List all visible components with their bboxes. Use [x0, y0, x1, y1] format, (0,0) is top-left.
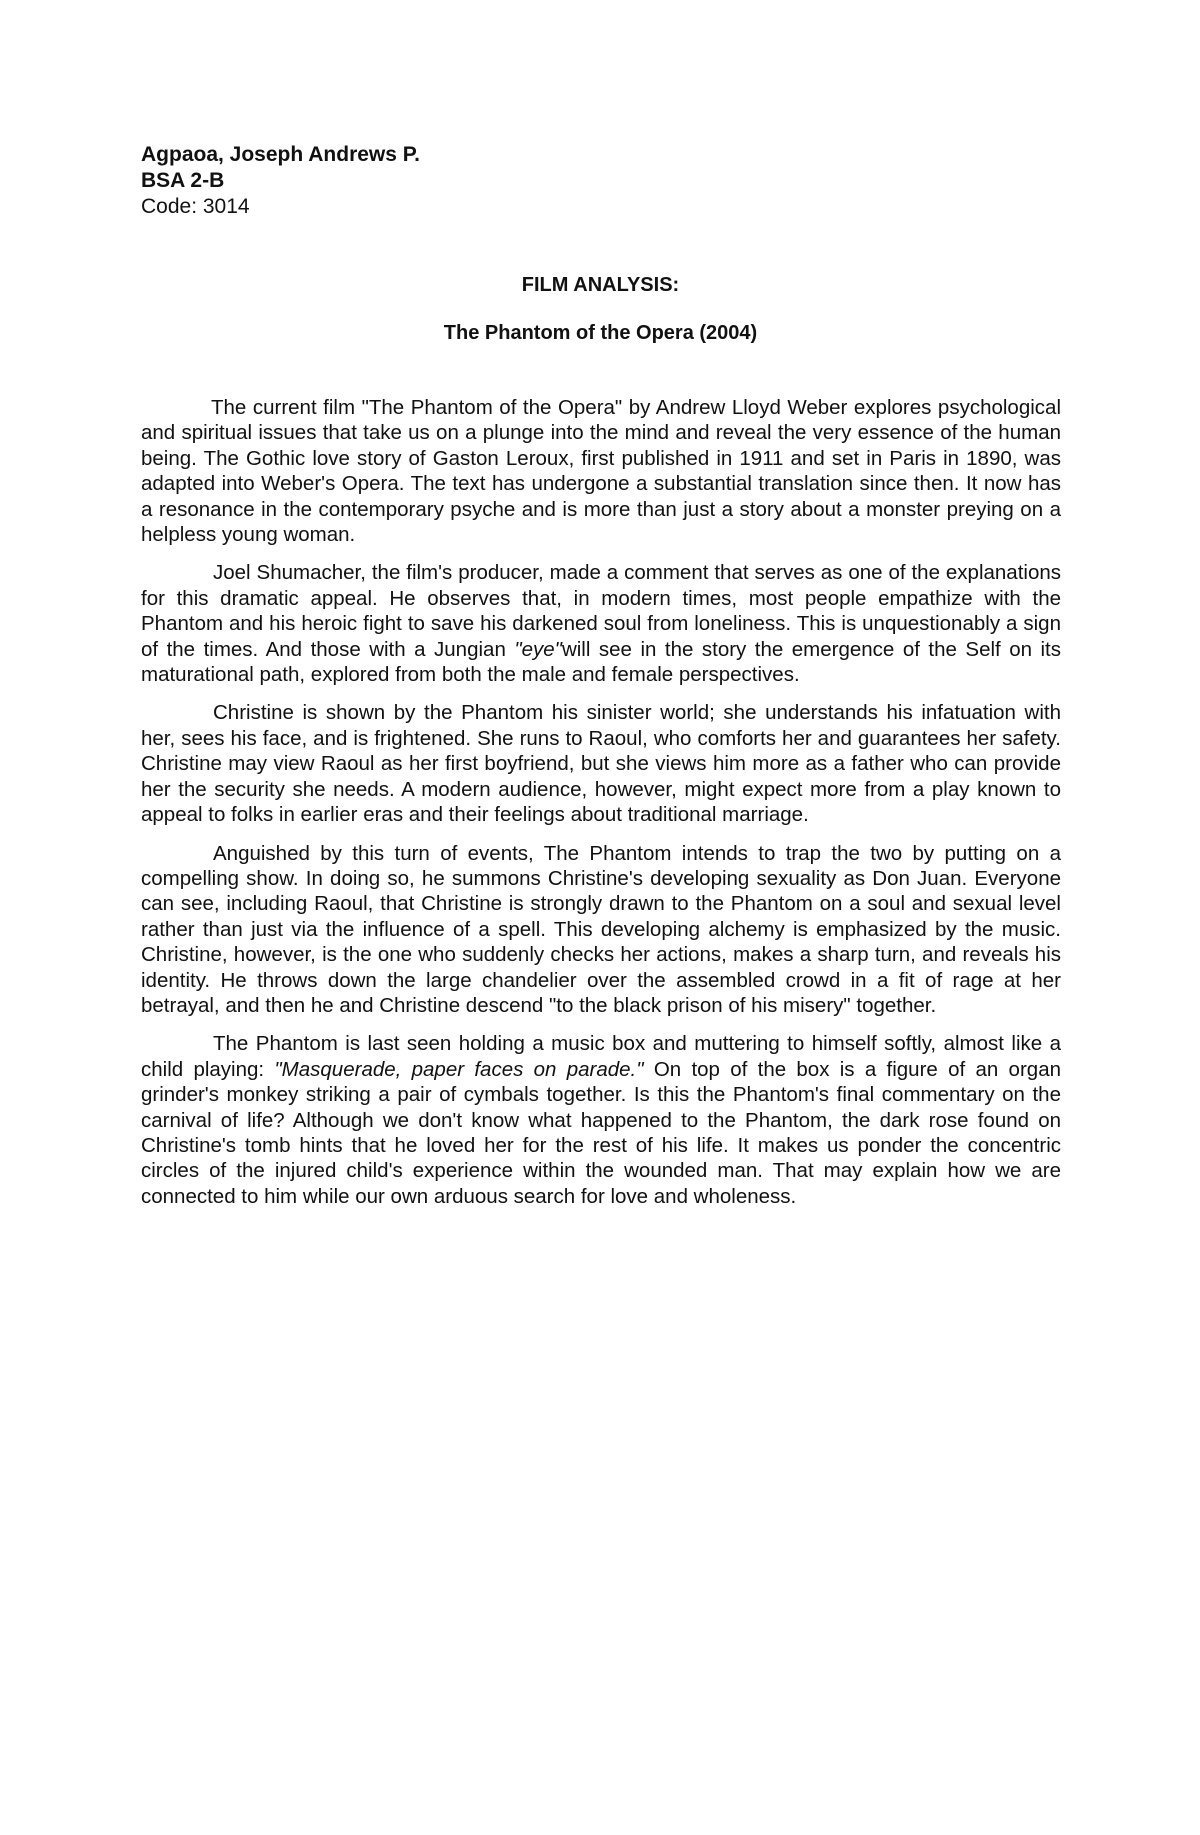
document-body: [141, 395, 1061, 1222]
paragraph-3: Christine is shown by the Phantom his sinister world; she understands his infatuation with her, sees his face, and is frightened. She runs to Raoul, who comforts her and guarantees her safety. Christine may view Raoul as her first boyfriend, but she views him more as a father who can provide her the security she needs. A modern audience, however, might expect more from a play known to appeal to folks in earlier eras and their feelings about traditional marriage.: [141, 701, 1061, 827]
document-subtitle: The Phantom of the Opera (2004): [443, 322, 758, 344]
author-section: BSA 2-B: [141, 169, 225, 192]
paragraph-4: Anguished by this turn of events, The Phantom intends to trap the two by putting on a compelling show. In doing so, he summons Christine's developing sexuality as Don Juan. Everyone can see, including Raoul, that Christine is strongly drawn to the Phantom on a soul and sexual level rather than just via the influence of a spell. This developing alchemy is emphasized by the music. Christine, however, is the one who suddenly checks her actions, makes a sharp turn, and reveals his identity. He throws down the large chandelier over the assembled crowd in a fit of rage at her betrayal, and then he and Christine descend "to the black prison of his misery" together.: [141, 841, 1061, 1017]
paragraph-5-text-b: On top of the box is a figure of an organ grinder's monkey striking a pair of cymbals together. Is this the Phantom's final commentary on the carnival of life? Although we don't know what happened to the Phantom, the dark rose found on Christine's tomb hints that he loved her for the rest of his life. It makes us ponder the concentric circles of the injured child's experience within the wounded man. That may explain how we are connected to him while our own arduous search for love and wholeness.: [141, 1057, 1061, 1208]
paragraph-2-text-a: Joel Shumacher, the film's producer, made a comment that serves as one of the explanations for this dramatic appeal. He observes that, in modern times, most people empathize with the Phantom and his heroic fight to save his darkened soul from loneliness. This is unquestionably a sign of the times. And those with a Jungian: [141, 561, 1061, 661]
paragraph-2-text-b: will see in the story the emergence of the Self on its maturational path, explored from both the male and female perspectives.: [141, 637, 1062, 687]
paragraph-2-emphasis: "eye": [514, 637, 562, 661]
author-code: Code: 3014: [141, 195, 250, 218]
paragraph-5: [141, 1031, 1061, 1209]
paragraph-2: [141, 560, 1061, 687]
paragraph-5-text-a: The Phantom is last seen holding a music box and muttering to himself softly, almost like a child playing:: [141, 1032, 1061, 1081]
paragraph-5-emphasis: "Masquerade, paper faces on parade.": [274, 1057, 644, 1081]
document-title: FILM ANALYSIS:: [521, 274, 680, 296]
author-header: [141, 142, 420, 220]
author-name: Agpaoa, Joseph Andrews P.: [141, 143, 420, 166]
paragraph-1: The current film "The Phantom of the Opera" by Andrew Lloyd Weber explores psychological and spiritual issues that take us on a plunge into the mind and reveal the very essence of the human being. The Gothic love story of Gaston Leroux, first published in 1911 and set in Paris in 1890, was adapted into Weber's Opera. The text has undergone a substantial translation since then. It now has a resonance in the contemporary psyche and is more than just a story about a monster preying on a helpless young woman.: [141, 396, 1061, 547]
